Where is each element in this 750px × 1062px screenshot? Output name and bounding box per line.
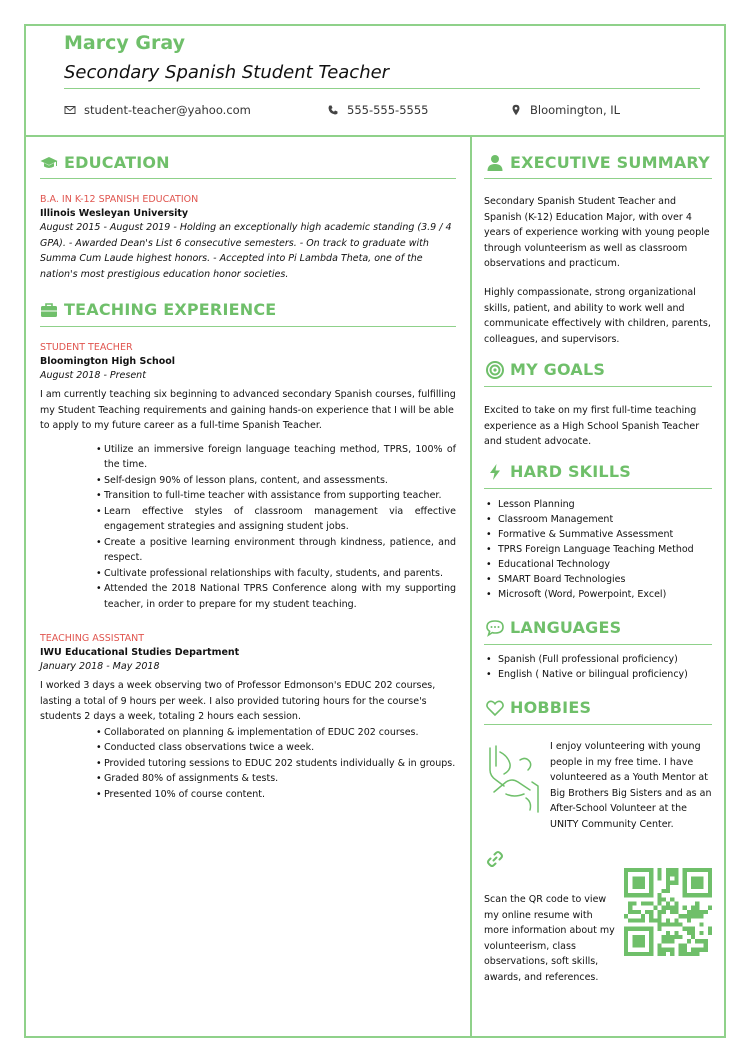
heart-icon xyxy=(486,699,504,717)
list-item: • Presented 10% of course content. xyxy=(96,787,456,803)
summary-heading xyxy=(486,153,710,172)
job-entry xyxy=(40,342,456,612)
email-text: student-teacher@yahoo.com xyxy=(84,103,251,117)
job-summary: I am currently teaching six beginning to advanced secondary Spanish courses, fulfilling my Student Teaching requirements and gaining hands-on experience that I will be able to apply to my future career as a full-time Spanish Teacher. xyxy=(40,389,456,431)
envelope-icon xyxy=(64,104,76,116)
job-org: Bloomington High School xyxy=(40,356,176,367)
list-item: • SMART Board Technologies xyxy=(484,572,712,587)
list-item: • Attended the 2018 National TPRS Conference along with my supporting teacher, in order to prepare for my student teaching. xyxy=(96,581,456,612)
list-item: • Transition to full-time teacher with assistance from supporting teacher. xyxy=(96,488,456,504)
list-item: • Create a positive learning environment through kindness, patience, and respect. xyxy=(96,535,456,566)
hobbies-rule xyxy=(484,724,712,725)
job-date: August 2018 - Present xyxy=(40,370,146,381)
experience-rule xyxy=(40,326,456,327)
education-heading xyxy=(40,153,170,172)
education-heading-label: EDUCATION xyxy=(64,153,170,172)
skills-rule xyxy=(484,488,712,489)
languages-heading xyxy=(486,618,621,637)
user-icon xyxy=(486,154,504,172)
goals-heading-label: MY GOALS xyxy=(510,360,606,379)
job-summary: I worked 3 days a week observing two of Professor Edmonson's EDUC 202 courses, lasting a total of 9 hours per week. I also provided tutoring hours for the course's students 2 days a week, totaling 2 hours each session. xyxy=(40,680,436,722)
graduation-cap-icon xyxy=(40,154,58,172)
hobbies-heading xyxy=(486,698,591,717)
contact-email[interactable] xyxy=(64,103,251,117)
degree: B.A. IN K-12 SPANISH EDUCATION xyxy=(40,194,199,205)
job-date: January 2018 - May 2018 xyxy=(40,661,160,672)
school: Illinois Wesleyan University xyxy=(40,208,189,219)
goals-heading xyxy=(486,360,605,379)
job-title: TEACHING ASSISTANT xyxy=(40,633,145,644)
summary-paragraph-1: Secondary Spanish Student Teacher and Spanish (K-12) Education Major, with over 4 years of experience working with young people through volunteerism as well as classroom observations and practicum. xyxy=(484,196,710,269)
education-entry xyxy=(40,194,456,282)
list-item: • Educational Technology xyxy=(484,557,712,572)
list-item: • Lesson Planning xyxy=(484,497,712,512)
job-org: IWU Educational Studies Department xyxy=(40,647,240,658)
contact-phone[interactable] xyxy=(327,103,428,117)
link-icon xyxy=(486,850,504,868)
summary-paragraph-2: Highly compassionate, strong organizational skills, patient, and ability to work well and communicate effectively with children, parents, colleagues, and supervisors. xyxy=(484,287,711,345)
list-item: • Classroom Management xyxy=(484,512,712,527)
languages-list xyxy=(484,652,712,682)
list-item: • TPRS Foreign Language Teaching Method xyxy=(484,542,712,557)
qr-code[interactable] xyxy=(624,868,712,956)
experience-heading-label: TEACHING EXPERIENCE xyxy=(64,300,277,319)
header-divider xyxy=(24,135,726,137)
list-item: • Microsoft (Word, Powerpoint, Excel) xyxy=(484,587,712,602)
skills-heading-label: HARD SKILLS xyxy=(510,462,631,481)
qr-instructions: Scan the QR code to view my online resume with more information about my volunteerism, class observations, soft skills, awards, and references. xyxy=(484,894,615,983)
phone-icon xyxy=(327,104,339,116)
list-item: • Self-design 90% of lesson plans, content, and assessments. xyxy=(96,473,456,489)
job-title: STUDENT TEACHER xyxy=(40,342,133,353)
hobbies-heading-label: HOBBIES xyxy=(510,698,592,717)
list-item: • Cultivate professional relationships with faculty, students, and parents. xyxy=(96,566,456,582)
languages-heading-label: LANGUAGES xyxy=(510,618,622,637)
lightning-bolt-icon xyxy=(486,463,504,481)
job-bullets xyxy=(96,725,456,803)
job-bullets xyxy=(96,442,456,613)
list-item: • Formative & Summative Assessment xyxy=(484,527,712,542)
education-rule xyxy=(40,178,456,179)
location-text: Bloomington, IL xyxy=(530,103,621,117)
experience-heading xyxy=(40,300,276,319)
list-item: • Graded 80% of assignments & tests. xyxy=(96,771,456,787)
helping-hands-icon xyxy=(486,742,542,816)
summary-rule xyxy=(484,178,712,179)
list-item: • Provided tutoring sessions to EDUC 202 students individually & in groups. xyxy=(96,756,456,772)
list-item: • Learn effective styles of classroom management via effective engagement strategies and assigning student jobs. xyxy=(96,504,456,535)
phone-text: 555-555-5555 xyxy=(347,103,429,117)
skills-heading xyxy=(486,462,631,481)
briefcase-icon xyxy=(40,301,58,319)
skills-list xyxy=(484,497,712,602)
map-pin-icon xyxy=(510,104,522,116)
column-divider xyxy=(470,135,472,1038)
list-item: • Utilize an immersive foreign language teaching method, TPRS, 100% of the time. xyxy=(96,442,456,473)
list-item: • English ( Native or bilingual proficiency) xyxy=(484,667,712,682)
goals-rule xyxy=(484,386,712,387)
header-rule xyxy=(64,88,700,89)
contact-location xyxy=(510,103,620,117)
candidate-title: Secondary Spanish Student Teacher xyxy=(64,62,390,83)
hobbies-text: I enjoy volunteering with young people in my free time. I have volunteered as a Youth Mentor at Big Brothers Big Sisters and as an After-School Volunteer at the UNITY Community Center. xyxy=(550,741,712,830)
speech-bubble-icon xyxy=(486,619,504,637)
list-item: • Conducted class observations twice a week. xyxy=(96,740,456,756)
target-icon xyxy=(486,361,504,379)
summary-heading-label: EXECUTIVE SUMMARY xyxy=(510,153,710,172)
candidate-name: Marcy Gray xyxy=(64,32,185,54)
list-item: • Collaborated on planning & implementation of EDUC 202 courses. xyxy=(96,725,456,741)
list-item: • Spanish (Full professional proficiency) xyxy=(484,652,712,667)
goals-text: Excited to take on my first full-time teaching experience as a High School Spanish Teacher and student advocate. xyxy=(484,405,700,447)
job-entry xyxy=(40,633,456,802)
languages-rule xyxy=(484,644,712,645)
education-details: August 2015 - August 2019 - Holding an exceptionally high academic standing (3.9 / 4 GPA). - Awarded Dean's List 6 consecutive semesters. - On track to graduate with Summa Cum Laude highest honors. - Accepted into Pi Lambda Theta, one of the nation's most prestigious education honor societies. xyxy=(40,222,452,280)
